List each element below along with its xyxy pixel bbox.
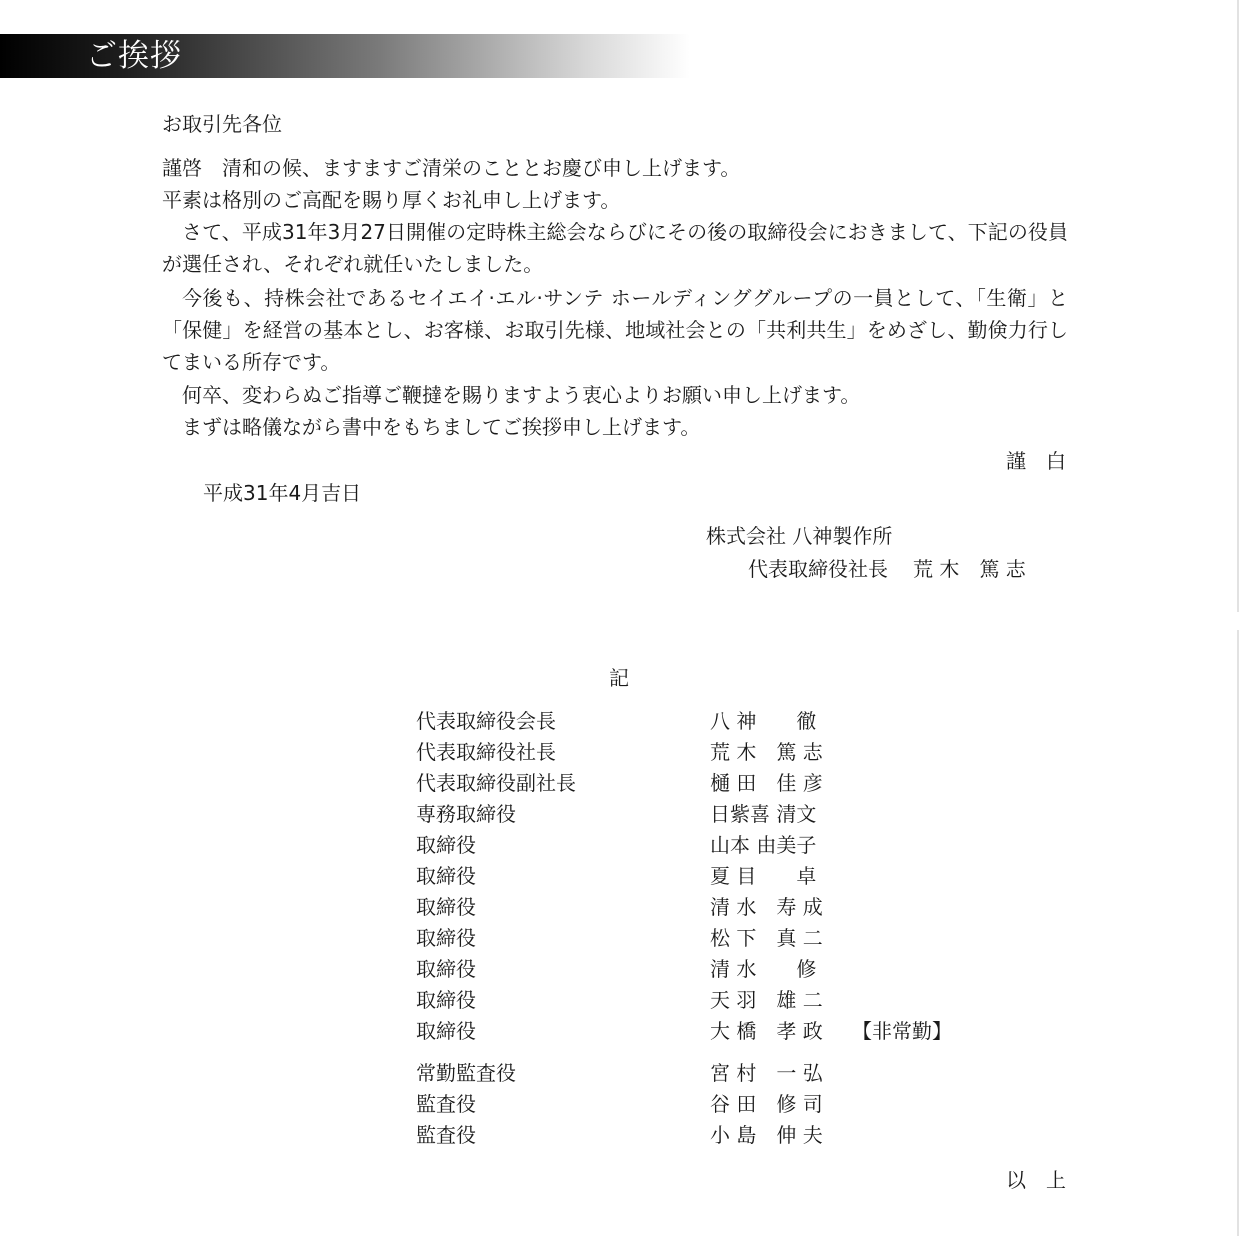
officer-title: 代表取締役社長 xyxy=(416,740,556,764)
auditor-name: 谷 田 修 司 xyxy=(710,1092,823,1116)
greeting-line: 平素は格別のご高配を賜り厚くお礼申し上げます。 xyxy=(162,188,621,212)
closing-word: 謹 白 xyxy=(1006,449,1066,473)
company-name: 株式会社 八神製作所 xyxy=(706,524,893,548)
officer-name: 松 下 真 二 xyxy=(710,926,823,950)
officer-name: 八 神 徹 xyxy=(710,709,817,733)
body-paragraph: 何卒、変わらぬご指導ご鞭撻を賜りますよう衷心よりお願い申し上げます。 xyxy=(182,383,861,407)
auditor-title: 監査役 xyxy=(416,1092,476,1116)
officer-title: 代表取締役会長 xyxy=(416,709,556,733)
officer-name: 荒 木 篤 志 xyxy=(710,740,823,764)
body-paragraph: さて、平成31年3月27日開催の定時株主総会ならびにその後の取締役会におきまして、下記の役員が選任され、それぞれ就任いたしました。 xyxy=(162,220,1068,276)
record-heading: 記 xyxy=(609,666,629,690)
officer-title: 取締役 xyxy=(416,864,476,888)
officer-note: 【非常勤】 xyxy=(852,1019,952,1043)
body-paragraph: 今後も、持株会社であるセイエイ·エル·サンテ ホールディンググループの一員として、「生衛」と「保健」を経営の基本とし、お客様、お取引先様、地域社会との「共利共生」をめざし、勤倹力行してまいる所存です。 xyxy=(162,286,1068,374)
signer-name: 荒 木 篤 志 xyxy=(913,557,1026,581)
officer-name: 夏 目 卓 xyxy=(710,864,817,888)
auditor-title: 常勤監査役 xyxy=(416,1061,516,1085)
officer-title: 代表取締役副社長 xyxy=(416,771,576,795)
officer-title: 取締役 xyxy=(416,988,476,1012)
officer-name: 日紫喜 清文 xyxy=(710,802,817,826)
officer-name: 山本 由美子 xyxy=(710,833,817,857)
officer-title: 取締役 xyxy=(416,957,476,981)
greeting-line: 謹啓 清和の候、ますますご清栄のこととお慶び申し上げます。 xyxy=(162,156,741,180)
officer-name: 樋 田 佳 彦 xyxy=(710,771,823,795)
page-title: ご挨拶 xyxy=(86,38,182,74)
officer-name: 大 橋 孝 政 xyxy=(710,1019,823,1043)
record-end: 以 上 xyxy=(1006,1168,1066,1192)
officer-title: 取締役 xyxy=(416,926,476,950)
auditor-title: 監査役 xyxy=(416,1123,476,1147)
auditor-name: 小 島 伸 夫 xyxy=(710,1123,823,1147)
officer-name: 清 水 修 xyxy=(710,957,817,981)
officer-title: 専務取締役 xyxy=(416,802,516,826)
letter-date: 平成31年4月吉日 xyxy=(203,481,362,505)
signer-title: 代表取締役社長 xyxy=(748,557,888,581)
auditor-name: 宮 村 一 弘 xyxy=(710,1061,823,1085)
officer-title: 取締役 xyxy=(416,895,476,919)
officer-name: 清 水 寿 成 xyxy=(710,895,823,919)
addressee: お取引先各位 xyxy=(162,112,282,136)
officer-title: 取締役 xyxy=(416,833,476,857)
body-paragraph: まずは略儀ながら書中をもちましてご挨拶申し上げます。 xyxy=(182,415,701,439)
officer-title: 取締役 xyxy=(416,1019,476,1043)
officer-name: 天 羽 雄 二 xyxy=(710,988,823,1012)
